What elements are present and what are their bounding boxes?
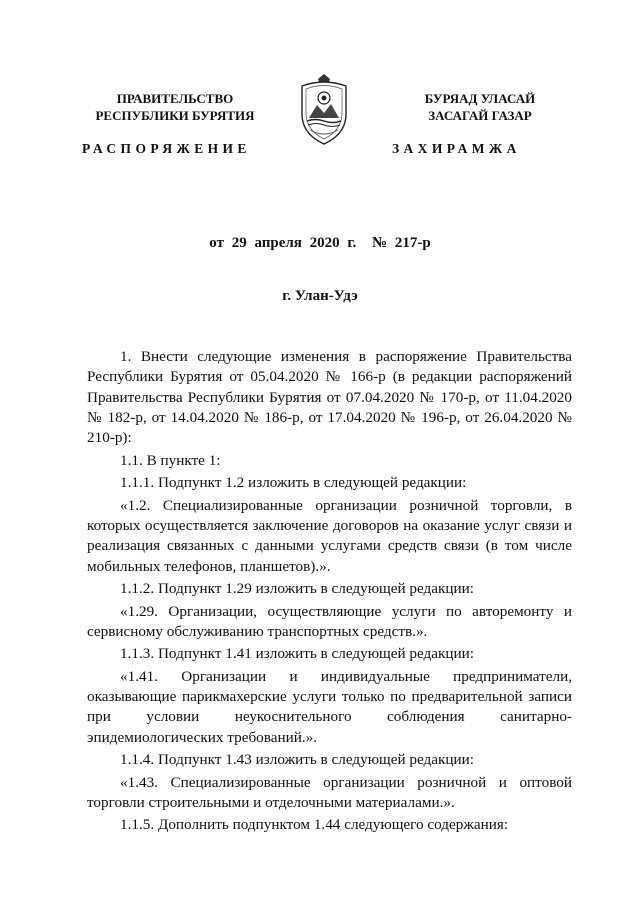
body-paragraph: 1.1.4. Подпункт 1.43 изложить в следующей редакции: bbox=[120, 751, 474, 769]
document-date: от 29 апреля 2020 г. bbox=[209, 235, 357, 251]
body-paragraph: 1.1.5. Дополнить подпунктом 1.44 следующего содержания: bbox=[120, 816, 509, 834]
doc-type-bua: ЗАХИРАМЖА bbox=[392, 141, 521, 156]
body-paragraph: 1.1.3. Подпункт 1.41 изложить в следующей редакции: bbox=[120, 645, 474, 663]
government-name-bua-line1: БУРЯАД УЛАСАЙ bbox=[424, 91, 536, 106]
date-number-line bbox=[0, 235, 640, 252]
header-right bbox=[365, 90, 595, 124]
document-number: № 217-р bbox=[372, 235, 431, 251]
city-line: г. Улан-Удэ bbox=[282, 288, 358, 304]
body-paragraph: 1. Внести следующие изменения в распоряжение Правительства Республики Бурятия от 05.04.2020 № 166-р (в редакции распоряжений Правительства Республики Бурятия от 07.04.2020 № 170-р, от 11.04.2020 № 182-р, от 14.04.2020 № 186-р, от 17.04.2020 № 196-р, от 26.04.2020 № 210-р): bbox=[87, 348, 572, 447]
government-name-ru-line1: ПРАВИТЕЛЬСТВО bbox=[116, 91, 234, 106]
body-paragraph: «1.41. Организации и индивидуальные предприниматели, оказывающие парикмахерские услуги только по предварительной записи при условии неукоснительного соблюдения санитарно-эпидемиологических требований.». bbox=[87, 667, 572, 746]
body-paragraph: 1.1. В пункте 1: bbox=[120, 451, 221, 469]
doc-type-ru: РАСПОРЯЖЕНИЕ bbox=[82, 141, 251, 156]
header-left bbox=[60, 90, 290, 124]
body-paragraph: «1.43. Специализированные организации розничной и оптовой торговли строительными и отделочными материалами.». bbox=[87, 773, 572, 811]
body-paragraph: 1.1.1. Подпункт 1.2 изложить в следующей редакции: bbox=[120, 474, 467, 492]
body-paragraph: «1.2. Специализированные организации розничной торговли, в которых осуществляется заключение договоров на оказание услуг связи и реализация связанных с данными услугами средств связи (в том числе мобильных телефонов, планшетов).». bbox=[87, 496, 572, 575]
body-paragraph: 1.1.2. Подпункт 1.29 изложить в следующей редакции: bbox=[120, 580, 474, 598]
body-paragraph: «1.29. Организации, осуществляющие услуги по авторемонту и сервисному обслуживанию транспортных средств.». bbox=[87, 602, 572, 640]
document-body bbox=[87, 347, 572, 838]
government-name-ru-line2: РЕСПУБЛИКИ БУРЯТИЯ bbox=[95, 108, 255, 123]
government-name-bua-line2: ЗАСАГАЙ ГАЗАР bbox=[428, 108, 532, 123]
coat-of-arms-buryatia-icon bbox=[295, 72, 353, 146]
